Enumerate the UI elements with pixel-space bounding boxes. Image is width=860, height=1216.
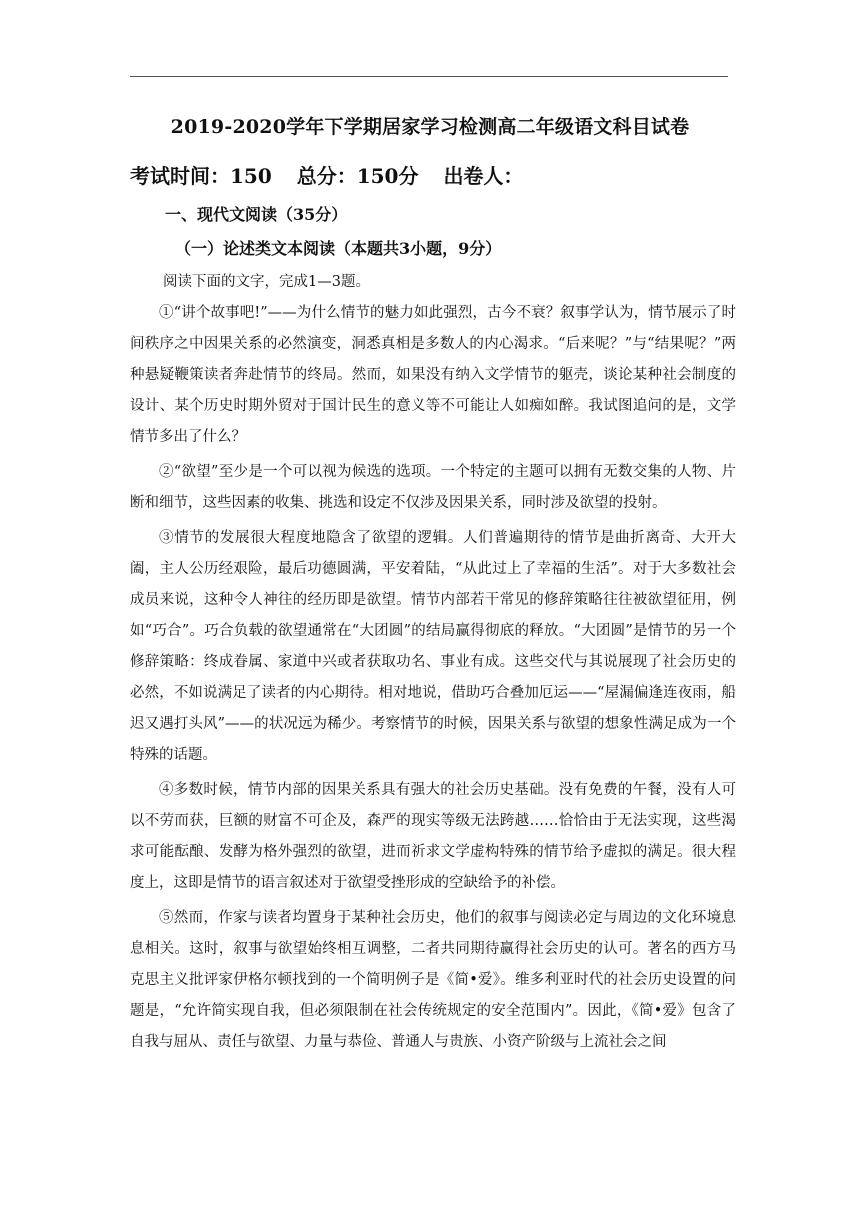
exam-title: 2019-2020学年下学期居家学习检测高二年级语文科目试卷 <box>170 116 690 138</box>
header-rule <box>130 76 728 77</box>
paragraph-3: ③情节的发展很大程度地隐含了欲望的逻辑。人们普遍期待的情节是曲折离奇、大开大阖，主人公历经艰险，最后功德圆满，平安着陆，“从此过上了幸福的生活”。对于大多数社会成员来说，这种令人神往的经历即是欲望。情节内部若干常见的修辞策略往往被欲望征用，例如“巧合”。巧合负载的欲望通常在“大团圆”的结局赢得彻底的释放。“大团圆”是情节的另一个修辞策略：终成眷属、家道中兴或者获取功名、事业有成。这些交代与其说展现了社会历史的必然，不如说满足了读者的内心期待。相对地说，借助巧合叠加厄运——“屋漏偏逢连夜雨，船迟又遇打头风”——的状况远为稀少。考察情节的时候，因果关系与欲望的想象性满足成为一个特殊的话题。 <box>130 530 736 763</box>
exam-time: 考试时间：150 <box>130 164 272 188</box>
section-heading: 一、现代文阅读（35分） <box>165 205 348 224</box>
paragraph-5: ⑤然而，作家与读者均置身于某种社会历史，他们的叙事与阅读必定与周边的文化环境息息相关。这时，叙事与欲望始终相互调整，二者共同期待赢得社会历史的认可。著名的西方马克思主义批评家伊格尔顿找到的一个简明例子是《简•爱》。维多利亚时代的社会历史设置的问题是，“允许简实现自我，但必须限制在社会传统规定的安全范围内”。因此，《简•爱》包含了自我与屈从、责任与欲望、力量与恭俭、普通人与贵族、小资产阶级与上流社会之间 <box>130 910 736 1050</box>
reading-passage <box>130 298 736 1062</box>
sub-heading: （一）论述类文本阅读（本题共3小题，9分） <box>175 239 502 258</box>
reading-instruction: 阅读下面的文字，完成1—3题。 <box>163 274 370 290</box>
paragraph-4: ④多数时候，情节内部的因果关系具有强大的社会历史基础。没有免费的午餐，没有人可以不劳而获，巨额的财富不可企及，森严的现实等级无法跨越……恰恰由于无法实现，这些渴求可能酝酿、发酵为格外强烈的欲望，进而祈求文学虚构特殊的情节给予虚拟的满足。很大程度上，这即是情节的语言叙述对于欲望受挫形成的空缺给予的补偿。 <box>130 782 736 891</box>
exam-author: 出卷人： <box>443 164 524 188</box>
paragraph-1: ①“讲个故事吧!”——为什么情节的魅力如此强烈，古今不衰？叙事学认为，情节展示了时间秩序之中因果关系的必然演变，洞悉真相是多数人的内心渴求。“后来呢？”与“结果呢？”两种悬疑鞭策读者奔赴情节的终局。然而，如果没有纳入文学情节的躯壳，谈论某种社会制度的设计、某个历史时期外贸对于国计民生的意义等不可能让人如痴如醉。我试图追问的是，文学情节多出了什么？ <box>130 305 736 445</box>
paragraph-2: ②“欲望”至少是一个可以视为候选的选项。一个特定的主题可以拥有无数交集的人物、片断和细节，这些因素的收集、挑选和设定不仅涉及因果关系，同时涉及欲望的投射。 <box>130 464 736 511</box>
exam-info <box>130 160 541 189</box>
exam-total-score: 总分：150分 <box>296 164 419 188</box>
